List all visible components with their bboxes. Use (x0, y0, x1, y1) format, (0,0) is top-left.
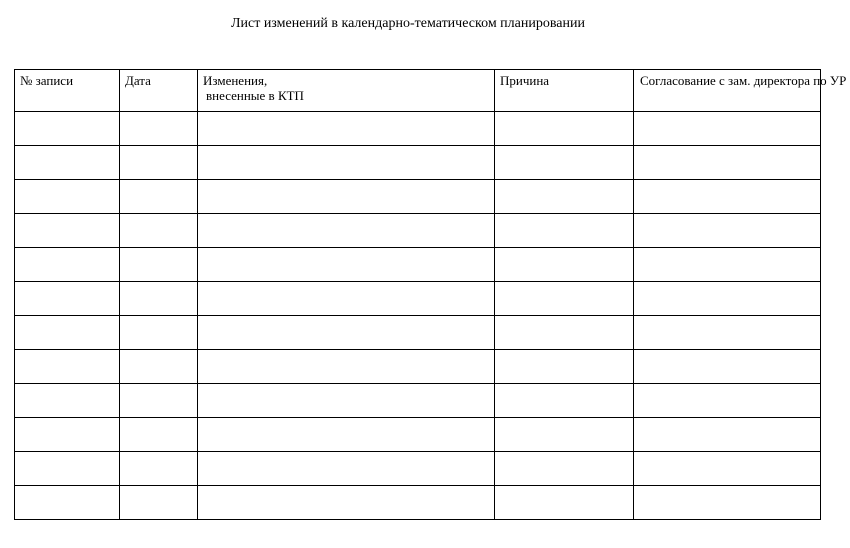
changes-cell (198, 418, 495, 452)
date-cell (120, 248, 198, 282)
date-cell (120, 418, 198, 452)
table-row (15, 452, 821, 486)
changes-cell (198, 248, 495, 282)
header-changes-label-line1: Изменения, (203, 73, 268, 88)
header-approval-label: Согласование с зам. директора по УР (640, 73, 847, 88)
approval-cell (634, 248, 821, 282)
record-number-cell (15, 418, 120, 452)
reason-cell (495, 316, 634, 350)
reason-cell (495, 112, 634, 146)
changes-log-table (14, 69, 847, 520)
table-row (15, 486, 821, 520)
header-changes-label-line2: внесенные в КТП (206, 88, 304, 103)
record-number-cell (15, 112, 120, 146)
date-cell (120, 180, 198, 214)
record-number-cell (15, 486, 120, 520)
date-cell (120, 282, 198, 316)
approval-cell (634, 418, 821, 452)
changes-cell (198, 146, 495, 180)
approval-cell (634, 350, 821, 384)
approval-cell (634, 180, 821, 214)
page-title: Лист изменений в календарно-тематическом планировании (231, 16, 585, 31)
header-reason (495, 70, 634, 112)
changes-cell (198, 486, 495, 520)
changes-cell (198, 452, 495, 486)
record-number-cell (15, 384, 120, 418)
record-number-cell (15, 350, 120, 384)
table-row (15, 214, 821, 248)
record-number-cell (15, 248, 120, 282)
changes-cell (198, 282, 495, 316)
header-changes (198, 70, 495, 112)
reason-cell (495, 146, 634, 180)
date-cell (120, 214, 198, 248)
changes-cell (198, 112, 495, 146)
header-date-label: Дата (125, 73, 151, 88)
record-number-cell (15, 180, 120, 214)
record-number-cell (15, 316, 120, 350)
date-cell (120, 316, 198, 350)
table-row (15, 350, 821, 384)
date-cell (120, 486, 198, 520)
table-row (15, 146, 821, 180)
header-record-number (15, 70, 120, 112)
table-row (15, 180, 821, 214)
changes-cell (198, 316, 495, 350)
table-row (15, 316, 821, 350)
changes-cell (198, 180, 495, 214)
header-reason-label: Причина (500, 73, 550, 88)
changes-cell (198, 384, 495, 418)
reason-cell (495, 282, 634, 316)
reason-cell (495, 486, 634, 520)
record-number-cell (15, 452, 120, 486)
table-row (15, 248, 821, 282)
approval-cell (634, 214, 821, 248)
header-approval (634, 70, 847, 112)
reason-cell (495, 214, 634, 248)
approval-cell (634, 452, 821, 486)
approval-cell (634, 384, 821, 418)
approval-cell (634, 282, 821, 316)
table-row (15, 112, 821, 146)
approval-cell (634, 316, 821, 350)
table-row (15, 418, 821, 452)
reason-cell (495, 384, 634, 418)
reason-cell (495, 180, 634, 214)
record-number-cell (15, 214, 120, 248)
changes-cell (198, 214, 495, 248)
approval-cell (634, 112, 821, 146)
approval-cell (634, 486, 821, 520)
date-cell (120, 384, 198, 418)
reason-cell (495, 452, 634, 486)
reason-cell (495, 248, 634, 282)
date-cell (120, 350, 198, 384)
date-cell (120, 112, 198, 146)
table-row (15, 384, 821, 418)
table-body (15, 112, 821, 520)
date-cell (120, 146, 198, 180)
reason-cell (495, 350, 634, 384)
header-date (120, 70, 198, 112)
changes-cell (198, 350, 495, 384)
header-record-number-label: № записи (20, 73, 74, 88)
approval-cell (634, 146, 821, 180)
reason-cell (495, 418, 634, 452)
record-number-cell (15, 282, 120, 316)
date-cell (120, 452, 198, 486)
table-header-row (15, 70, 821, 112)
record-number-cell (15, 146, 120, 180)
table-row (15, 282, 821, 316)
